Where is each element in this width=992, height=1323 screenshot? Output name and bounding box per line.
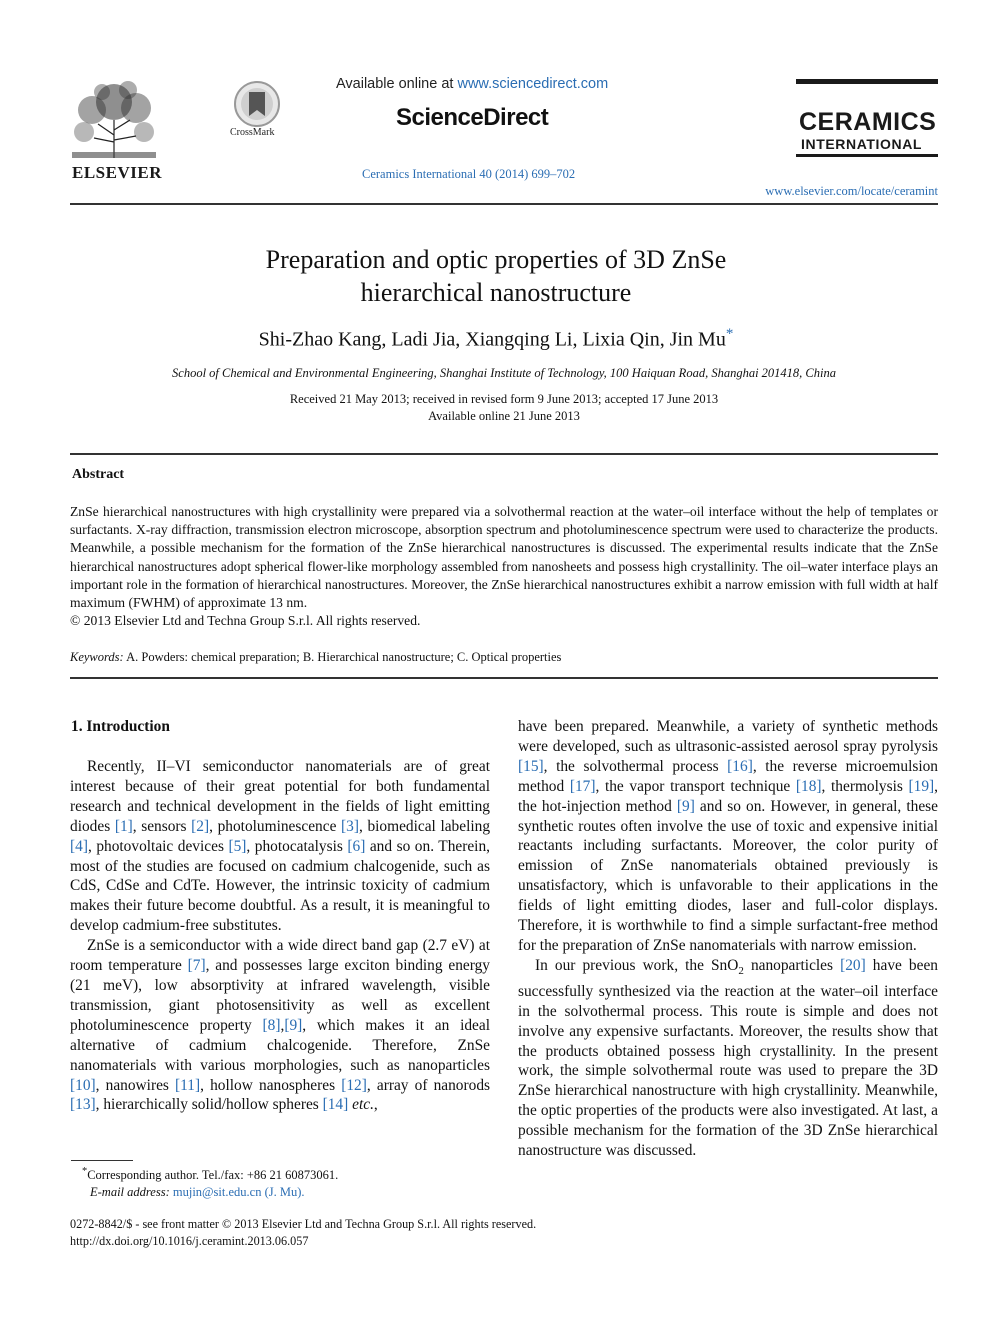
platform-name: ScienceDirect [396,104,549,131]
corresponding-author-mark[interactable]: * [725,326,734,342]
reference-link[interactable]: [9] [284,1016,303,1034]
reference-link[interactable]: [3] [341,817,359,835]
available-prefix: Available online at [336,76,454,92]
article-title-line1: Preparation and optic properties of 3D ZnSe [265,245,727,274]
crossmark-logo[interactable] [233,80,281,128]
crossmark-label: CrossMark [230,127,275,138]
reference-link[interactable]: [19] [908,777,935,795]
reference-link[interactable]: [15] [518,757,544,775]
journal-logo-top-bar [796,79,938,84]
header-divider [70,203,938,205]
online-date: Available online 21 June 2013 [428,409,580,423]
section-heading-introduction: 1. Introduction [71,718,170,735]
issn-line: 0272-8842/$ - see front matter © 2013 Elsevier Ltd and Techna Group S.r.l. All rights reserved. [70,1217,537,1231]
reference-link[interactable]: [18] [795,777,822,795]
keywords-list: A. Powders: chemical preparation; B. Hierarchical nanostructure; C. Optical properties [126,650,562,664]
article-title-line2: hierarchical nanostructure [360,278,632,307]
reference-link[interactable]: [17] [569,777,596,795]
reference-link[interactable]: [12] [341,1076,367,1094]
intro-paragraph-1: Recently, II–VI semiconductor nanomaterials are of great interest because of their great potential for both fundamental research and technical development in the fields of light emitting diodes [1], sensors [2], photoluminescence [3], biomedical labeling [4], photovoltaic devices [5], photocatalysis [6] and so on. Therein, most of the studies are focused on cadmium chalcogenide, such as CdS, CdSe and CdTe. However, the intrinsic toxicity of cadmium makes their future become doubtful. As a result, it is meaningful to develop cadmium-free substitutes. [70,758,491,935]
intro-paragraph-2: ZnSe is a semiconductor with a wide direct band gap (2.7 eV) at room temperature [7], and possesses large exciton binding energy (21 meV), low absorptivity at infrared wavelength, visible transmission, giant photosensitivity as well as excellent photoluminescence property [8],[9], which makes it an ideal alternative of cadmium chalcogenide. Therefore, ZnSe nanomaterials with various morphologies, such as nanoparticles [10], nanowires [11], hollow nanospheres [12], array of nanorods [13], hierarchically solid/hollow spheres [14] etc., [70,937,491,1114]
reference-link[interactable]: [4] [70,837,88,855]
journal-name-line2: INTERNATIONAL [801,136,923,152]
elsevier-logo[interactable] [68,80,160,160]
journal-name-line1: CERAMICS [799,108,937,136]
left-column [70,757,490,1115]
footnote [70,1163,338,1201]
publisher-name: ELSEVIER [72,163,162,182]
reference-link[interactable]: [16] [727,757,753,775]
abstract-copyright: © 2013 Elsevier Ltd and Techna Group S.r.l. All rights reserved. [70,613,421,629]
journal-homepage-link[interactable]: www.elsevier.com/locate/ceramint [765,184,938,198]
abstract-top-divider [70,453,938,455]
reference-link[interactable]: [8] [262,1016,281,1034]
abstract-bottom-divider [70,677,938,679]
abstract-text: ZnSe hierarchical nanostructures with high crystallinity were prepared via a solvothermal reaction at the water–oil interface without the help of templates or surfactants. X-ray diffraction, transmission electron microscope, absorption spectrum and photoluminescence spectrum were used to characterize the products. Meanwhile, a possible mechanism for the formation of the ZnSe hierarchical nanostructures is discussed. The experimental results indicate that the ZnSe hierarchical nanostructures adopt spherical flower-like morphology assembled from nanosheets and possess high crystallinity. The oil–water interface plays an important role in the formation of hierarchical nanostructures. Moreover, the ZnSe hierarchical nanostructures exhibit a narrow emission with full width at half maximum (FWHM) of approximate 13 nm. [70,504,938,611]
reference-link[interactable]: [5] [228,837,247,855]
email-note: E-mail address: mujin@sit.edu.cn (J. Mu). [90,1185,305,1200]
elsevier-tree-icon [68,80,160,160]
article-title [0,243,992,309]
reference-link[interactable]: [1] [114,817,133,835]
footnote-divider [71,1160,133,1161]
reference-link[interactable]: [13] [70,1096,96,1114]
crossmark-icon [233,80,281,128]
keywords-label: Keywords: [70,650,124,664]
journal-citation-link[interactable]: Ceramics International 40 (2014) 699–702 [362,167,576,181]
author-list [0,326,992,352]
sciencedirect-link[interactable]: www.sciencedirect.com [457,76,609,92]
abstract-heading: Abstract [72,467,125,482]
keywords [70,650,561,665]
journal-logo-bottom-bar [796,154,938,157]
right-column [518,717,938,1161]
reference-link[interactable]: [7] [187,957,206,975]
email-link[interactable]: mujin@sit.edu.cn [172,1185,262,1200]
reference-link[interactable]: [14] [322,1096,349,1114]
reference-link[interactable]: [9] [676,797,695,815]
reference-link[interactable]: [10] [70,1076,96,1094]
page-footer [70,1216,536,1250]
affiliation: School of Chemical and Environmental Engineering, Shanghai Institute of Technology, 100 Haiquan Road, Shanghai 201418, China [172,366,836,380]
reference-link[interactable]: [20] [840,956,866,974]
abstract-body [70,503,938,630]
email-owner: (J. Mu). [264,1185,305,1200]
doi-link[interactable]: http://dx.doi.org/10.1016/j.ceramint.2013.06.057 [70,1234,309,1248]
intro-paragraph-3: In our previous work, the SnO$_2$ nanoparticles [20] have been successfully synthesized via the reaction at the water–oil interface in the solvothermal process. This route is simple and does not involve any expensive surfactants. Moreover, the results show that the products obtained possess high crystallinity. In the present work, the simple solvothermal route was used to prepare the 3D ZnSe hierarchical nanostructure with high crystallinity. Meanwhile, the optic properties of the products were also investigated. At last, a possible mechanism for the formation of the 3D ZnSe hierarchical nanostructure was discussed. [518,956,938,1160]
authors: Shi-Zhao Kang, Ladi Jia, Xiangqing Li, Lixia Qin, Jin Mu [258,328,726,351]
reference-link[interactable]: [11] [175,1076,201,1094]
reference-link[interactable]: [6] [347,837,366,855]
intro-paragraph-2-cont: have been prepared. Meanwhile, a variety of synthetic methods were developed, such as ultrasonic-assisted aerosol spray pyrolysis [15], the solvothermal process [16], the reverse microemulsion method [17], the vapor transport technique [18], thermolysis [19], the hot-injection method [9] and so on. However, in general, these synthetic routes often involve the use of toxic and expensive initial reactants including surfactants. Moreover, the color purity of emission of ZnSe nanomaterials obtained previously is unsatisfactory, which is unfavorable to their applications in the fields of light emitting diodes, laser and full-color displays. Therefore, it is worthwhile to find a simple surfactant-free method for the preparation of ZnSe nanomaterials with narrow emission. [518,718,939,954]
corresponding-author-note: *Corresponding author. Tel./fax: +86 21 60873061. [82,1166,339,1183]
article-dates [0,391,992,425]
available-online [336,76,608,92]
reference-link[interactable]: [2] [191,817,210,835]
received-dates: Received 21 May 2013; received in revised form 9 June 2013; accepted 17 June 2013 [289,392,719,406]
